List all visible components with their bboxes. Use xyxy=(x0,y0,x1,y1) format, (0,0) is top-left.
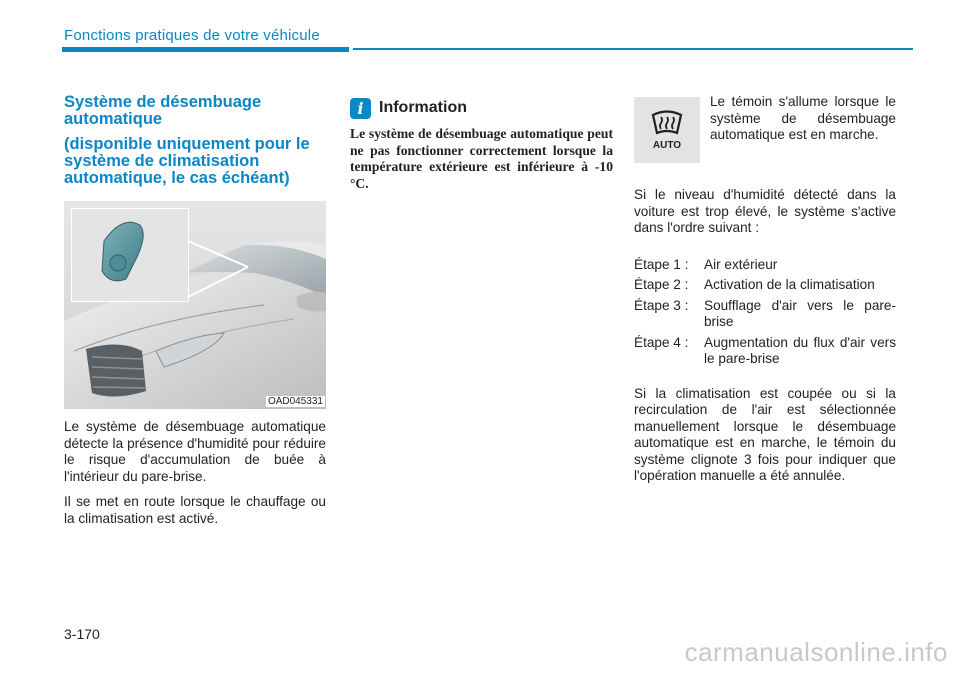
windshield-defrost-icon xyxy=(650,109,684,139)
info-icon: i xyxy=(350,98,371,119)
indicator-text: Le témoin s'allume lorsque le système de désembuage automatique est en marche. xyxy=(710,94,896,142)
step-item xyxy=(634,335,896,368)
step-text: Activation de la climatisation xyxy=(704,277,875,292)
step-item xyxy=(634,257,896,274)
step-text: Soufflage d'air vers le pare-brise xyxy=(704,297,896,329)
closing-paragraph: Si la climatisation est coupée ou si la recirculation de l'air est sélectionnée manuellement lorsque le désembuage automatique est en marche, le témoin du système clignote 3 fois pour indiquer que l'opération manuelle a été annulée. xyxy=(634,385,896,483)
step-label: Étape 2 : xyxy=(634,277,689,292)
sensor-figure xyxy=(64,201,326,409)
header-rule-thin xyxy=(353,48,913,50)
header-title: Fonctions pratiques de votre véhicule xyxy=(64,27,320,44)
step-item xyxy=(634,298,896,331)
humidity-intro: Si le niveau d'humidité détecté dans la voiture est trop élevé, le système s'active dans l'ordre suivant : xyxy=(634,187,896,235)
step-text: Air extérieur xyxy=(704,256,778,272)
information-text: Le système de désembuage automatique peut ne pas fonctionner correctement lorsque la température extérieure est inférieure à -10 °C. xyxy=(350,126,613,191)
step-text: Augmentation du flux d'air vers le pare-brise xyxy=(704,334,896,366)
step-item xyxy=(634,277,896,294)
section-title: Système de désembuage automatique xyxy=(64,93,262,128)
intro-paragraph: Le système de désembuage automatique détecte la présence d'humidité pour réduire le risque d'accumulation de buée à l'intérieur du pare-brise. xyxy=(64,419,326,484)
figure-code: OAD045331 xyxy=(267,396,323,407)
auto-label: AUTO xyxy=(652,140,682,151)
car-windshield-illustration xyxy=(64,201,326,409)
step-label: Étape 1 : xyxy=(634,256,689,272)
section-subtitle: (disponible uniquement pour le système de climatisation automatique, le cas échéant) xyxy=(64,135,310,187)
information-header xyxy=(350,96,613,120)
page-number: 3-170 xyxy=(64,626,100,642)
defrost-auto-icon xyxy=(634,97,700,163)
step-label: Étape 3 : xyxy=(634,297,689,313)
step-label: Étape 4 : xyxy=(634,334,689,350)
header-rule-thick xyxy=(62,47,349,52)
activation-paragraph: Il se met en route lorsque le chauffage ou la climatisation est activé. xyxy=(64,494,326,526)
step-list xyxy=(634,257,896,368)
information-box xyxy=(350,96,613,192)
watermark: carmanualsonline.info xyxy=(684,637,948,667)
information-title: Information xyxy=(379,99,467,116)
indicator-row xyxy=(634,94,896,163)
right-column xyxy=(634,94,896,485)
left-column xyxy=(64,94,326,527)
